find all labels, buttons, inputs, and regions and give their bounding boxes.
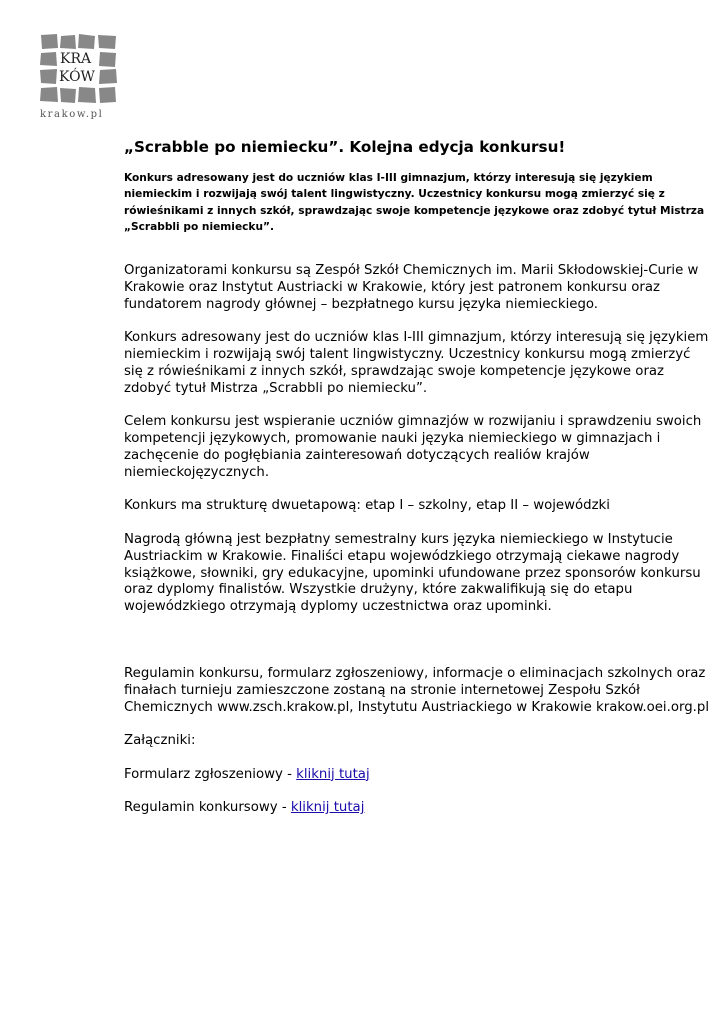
attachment-rules-label: Regulamin konkursowy - — [124, 800, 291, 816]
attachments-label: Załączniki: — [124, 733, 196, 749]
attachment-form — [124, 767, 709, 784]
logo-caption: krakow.pl — [40, 109, 104, 120]
logo-text-line2: KÓW — [59, 69, 95, 85]
attachment-form-link[interactable]: kliknij tutaj — [296, 766, 370, 782]
article-title: „Scrabble po niemiecku”. Kolejna edycja konkursu! — [124, 138, 566, 156]
article — [124, 136, 709, 817]
logo-text-line1: KRA — [60, 51, 92, 67]
attachment-rules-link[interactable]: kliknij tutaj — [290, 800, 365, 816]
attachment-form-label: Formularz zgłoszeniowy - — [124, 766, 297, 782]
paragraph-rules-info: Regulamin konkursu, formularz zgłoszeniowy, informacje o eliminacjach szkolnych oraz finałach turnieju zamieszczone zostaną na stronie internetowej Zespołu Szkół Chemicznych www.zsch.krakow.pl, Instytutu Austriackiego w Krakowie krakow.oei.org.pl — [124, 665, 710, 715]
paragraph-structure: Konkurs ma strukturę dwuetapową: etap I – szkolny, etap II – wojewódzki — [124, 498, 610, 514]
article-lead: Konkurs adresowany jest do uczniów klas I-III gimnazjum, którzy interesują się językiem niemieckim i rozwijają swój talent lingwistyczny. Uczestnicy konkursu mogą zmierzyć się z rówieśnikami z innych szkół, sprawdzając swoje kompetencje językowe oraz zdobyć tytuł Mistrza „Scrabbli po niemiecku”. — [124, 172, 705, 233]
paragraph-goal: Celem konkursu jest wspieranie uczniów gimnazjów w rozwijaniu i sprawdzeniu swoich kompetencji językowych, promowanie nauki języka niemieckiego w gimnazjach i zachęcenie do pogłębiania zainteresowań dotyczących realiów krajów niemieckojęzycznych. — [124, 414, 702, 480]
paragraph-prizes: Nagrodą główną jest bezpłatny semestralny kurs języka niemieckiego w Instytucie Austriackim w Krakowie. Finaliści etapu wojewódzkiego otrzymają ciekawe nagrody książkowe, słowniki, gry edukacyjne, upominki ufundowane przez sponsorów konkursu oraz dyplomy finalistów. Wszystkie drużyny, które zakwalifikują się do etapu wojewódzkiego otrzymają dyplomy uczestnictwa oraz upominki. — [124, 531, 701, 615]
paragraph-organizers: Organizatorami konkursu są Zespół Szkół Chemicznych im. Marii Skłodowskiej-Curie w Krakowie oraz Instytut Austriacki w Krakowie, który jest patronem konkursu oraz fundatorem nagrody głównej – bezpłatnego kursu języka niemieckiego. — [124, 263, 699, 312]
attachment-rules — [124, 800, 709, 817]
paragraph-audience: Konkurs adresowany jest do uczniów klas I-III gimnazjum, którzy interesują się językiem niemieckim i rozwijają swój talent lingwistyczny. Uczestnicy konkursu mogą zmierzyć się z rówieśnikami z innych szkół, sprawdzając swoje kompetencje językowe oraz zdobyć tytuł Mistrza „Scrabbli po niemiecku”. — [124, 330, 709, 396]
